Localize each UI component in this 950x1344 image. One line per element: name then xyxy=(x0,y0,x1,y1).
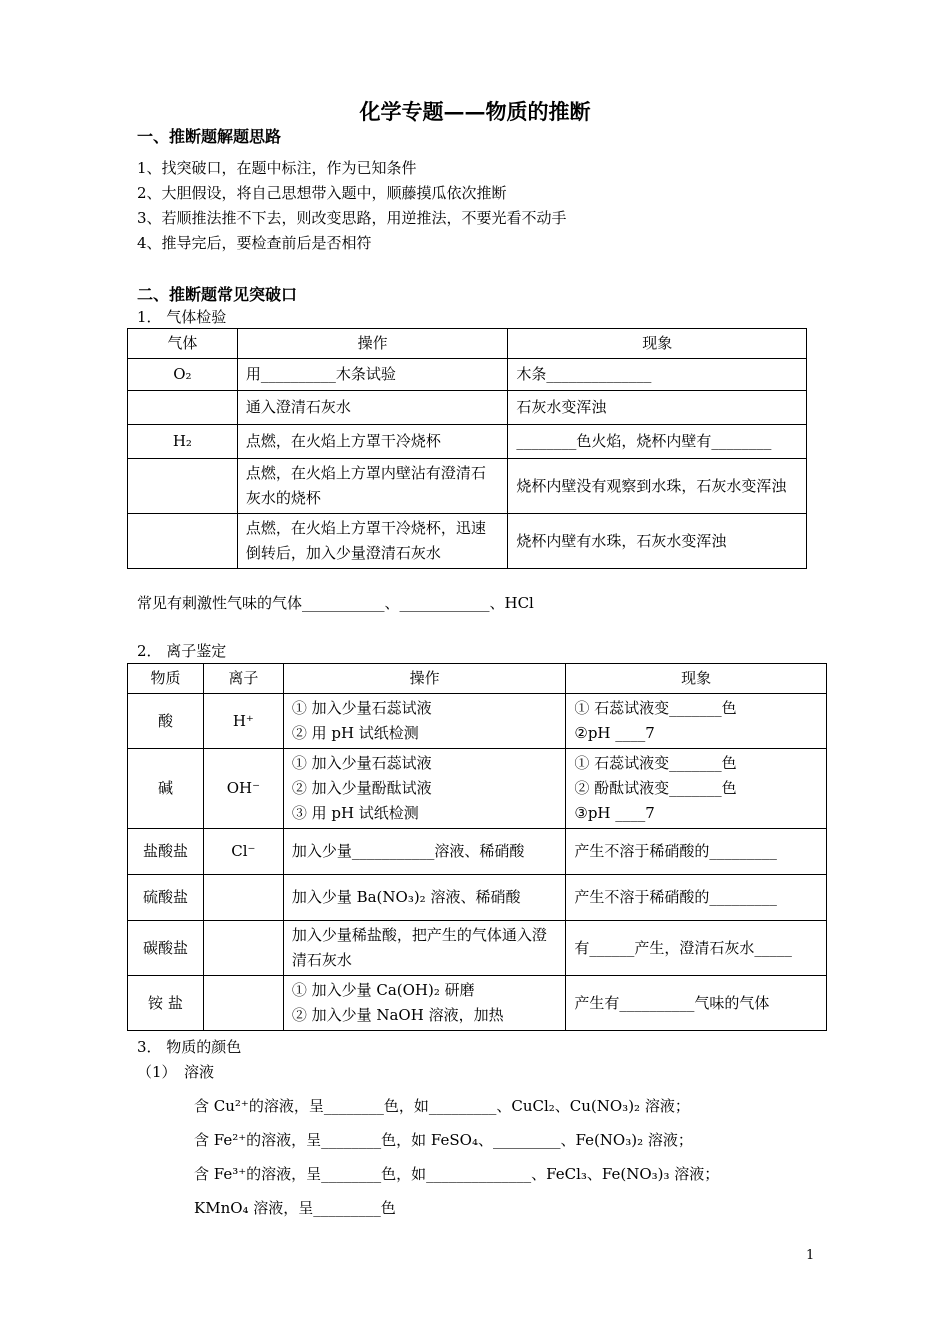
header-cell: 操作 xyxy=(237,329,508,359)
operation-line: ① 加入少量石蕊试液 xyxy=(291,699,432,717)
table-row xyxy=(128,829,827,875)
section2-heading: 二、推断题常见突破口 xyxy=(137,285,298,304)
ion-cell: OH⁻ xyxy=(203,749,283,829)
gas-cell: H₂ xyxy=(128,425,238,459)
operation-cell xyxy=(283,921,566,976)
operation-line: 加入少量稀盐酸，把产生的气体通入澄清石灰水 xyxy=(291,926,547,969)
page-number: 1 xyxy=(806,1248,815,1263)
phenomenon-cell: 石灰水变浑浊 xyxy=(508,391,807,425)
ion-cell xyxy=(203,976,283,1031)
substance-cell: 硫酸盐 xyxy=(128,875,204,921)
solution-line: 含 Cu²⁺的溶液，呈________色，如_________、CuCl₂、Cu(NO₃)₂ 溶液； xyxy=(194,1097,690,1115)
phenomenon-line: ③pH ____7 xyxy=(574,804,655,822)
operation-line: 加入少量 Ba(NO₃)₂ 溶液、稀硝酸 xyxy=(291,888,521,906)
section1-item: 3、若顺推法推不下去，则改变思路，用逆推法，不要光看不动手 xyxy=(137,209,567,227)
irritating-gas-note: 常见有刺激性气味的气体___________、____________、HCl xyxy=(137,594,534,612)
operation-cell: 通入澄清石灰水 xyxy=(237,391,508,425)
phenomenon-line: 产生有__________气味的气体 xyxy=(574,993,770,1012)
operation-line: ① 加入少量 Ca(OH)₂ 研磨 xyxy=(291,981,475,999)
phenomenon-line: ②pH ____7 xyxy=(574,724,655,742)
table-row xyxy=(128,976,827,1031)
operation-line: ② 用 pH 试纸检测 xyxy=(291,724,419,742)
ion-table-label: 2． 离子鉴定 xyxy=(137,642,227,660)
ion-cell: H⁺ xyxy=(203,694,283,749)
table-header-row xyxy=(128,664,827,694)
operation-cell xyxy=(283,749,566,829)
ion-cell xyxy=(203,921,283,976)
phenomenon-cell xyxy=(566,694,827,749)
gas-cell xyxy=(128,514,238,569)
substance-cell: 碳酸盐 xyxy=(128,921,204,976)
ion-test-table xyxy=(127,663,827,1031)
phenomenon-line: 产生不溶于稀硝酸的_________ xyxy=(574,842,777,860)
substance-cell: 碱 xyxy=(128,749,204,829)
header-cell: 现象 xyxy=(566,664,827,694)
operation-line: ② 加入少量 NaOH 溶液，加热 xyxy=(291,1006,504,1024)
phenomenon-cell: 烧杯内壁没有观察到水珠，石灰水变浑浊 xyxy=(508,459,807,514)
gas-cell xyxy=(128,391,238,425)
phenomenon-cell xyxy=(566,749,827,829)
table-header-row xyxy=(128,329,807,359)
gas-table-label: 1． 气体检验 xyxy=(137,308,227,326)
phenomenon-line: ② 酚酞试液变_______色 xyxy=(574,779,737,797)
gas-test-table xyxy=(127,328,807,569)
operation-cell xyxy=(283,875,566,921)
phenomenon-line: ① 石蕊试液变_______色 xyxy=(574,699,737,717)
solution-subheading: （1） 溶液 xyxy=(137,1063,215,1081)
solution-line: 含 Fe³⁺的溶液，呈________色，如______________、FeCl₃、Fe(NO₃)₃ 溶液； xyxy=(194,1165,720,1183)
table-row xyxy=(128,694,827,749)
page-title: 化学专题——物质的推断 xyxy=(359,99,591,124)
operation-cell xyxy=(283,694,566,749)
table-row xyxy=(128,459,807,514)
phenomenon-cell xyxy=(566,976,827,1031)
phenomenon-cell xyxy=(566,921,827,976)
ion-cell: Cl⁻ xyxy=(203,829,283,875)
gas-cell xyxy=(128,459,238,514)
operation-line: ① 加入少量石蕊试液 xyxy=(291,754,432,772)
header-cell: 现象 xyxy=(508,329,807,359)
substance-cell: 酸 xyxy=(128,694,204,749)
operation-line: 加入少量___________溶液、稀硝酸 xyxy=(291,842,525,860)
section1-item: 1、找突破口，在题中标注，作为已知条件 xyxy=(137,159,417,177)
gas-cell: O₂ xyxy=(128,359,238,391)
table-row xyxy=(128,875,827,921)
phenomenon-cell: 烧杯内壁有水珠，石灰水变浑浊 xyxy=(508,514,807,569)
phenomenon-cell xyxy=(566,875,827,921)
phenomenon-cell: ________色火焰，烧杯内壁有________ xyxy=(508,425,807,459)
substance-cell: 盐酸盐 xyxy=(128,829,204,875)
phenomenon-cell: 木条______________ xyxy=(508,359,807,391)
operation-cell xyxy=(283,829,566,875)
table-row xyxy=(128,425,807,459)
header-cell: 物质 xyxy=(128,664,204,694)
substance-cell: 铵 盐 xyxy=(128,976,204,1031)
phenomenon-line: 有______产生，澄清石灰水_____ xyxy=(574,938,792,957)
operation-line: ② 加入少量酚酞试液 xyxy=(291,779,432,797)
operation-cell: 用__________木条试验 xyxy=(237,359,508,391)
phenomenon-line: 产生不溶于稀硝酸的_________ xyxy=(574,888,777,906)
table-row xyxy=(128,749,827,829)
table-row xyxy=(128,359,807,391)
phenomenon-line: ① 石蕊试液变_______色 xyxy=(574,754,737,772)
header-cell: 操作 xyxy=(283,664,566,694)
operation-cell: 点燃，在火焰上方罩内壁沾有澄清石灰水的烧杯 xyxy=(237,459,508,514)
operation-cell: 点燃，在火焰上方罩干冷烧杯 xyxy=(237,425,508,459)
table-row xyxy=(128,514,807,569)
table-row xyxy=(128,391,807,425)
header-cell: 气体 xyxy=(128,329,238,359)
operation-line: ③ 用 pH 试纸检测 xyxy=(291,804,419,822)
header-cell: 离子 xyxy=(203,664,283,694)
table-row xyxy=(128,921,827,976)
operation-cell: 点燃，在火焰上方罩干冷烧杯，迅速倒转后，加入少量澄清石灰水 xyxy=(237,514,508,569)
phenomenon-cell xyxy=(566,829,827,875)
operation-cell xyxy=(283,976,566,1031)
section1-item: 2、大胆假设，将自己思想带入题中，顺藤摸瓜依次推断 xyxy=(137,184,507,202)
section1-item: 4、推导完后，要检查前后是否相符 xyxy=(137,234,372,252)
solution-line: KMnO₄ 溶液，呈_________色 xyxy=(194,1199,396,1217)
section1-heading: 一、推断题解题思路 xyxy=(137,127,282,146)
ion-cell xyxy=(203,875,283,921)
solution-line: 含 Fe²⁺的溶液，呈________色，如 FeSO₄、_________、Fe(NO₃)₂ 溶液； xyxy=(194,1131,693,1149)
color-section-label: 3． 物质的颜色 xyxy=(137,1038,242,1056)
